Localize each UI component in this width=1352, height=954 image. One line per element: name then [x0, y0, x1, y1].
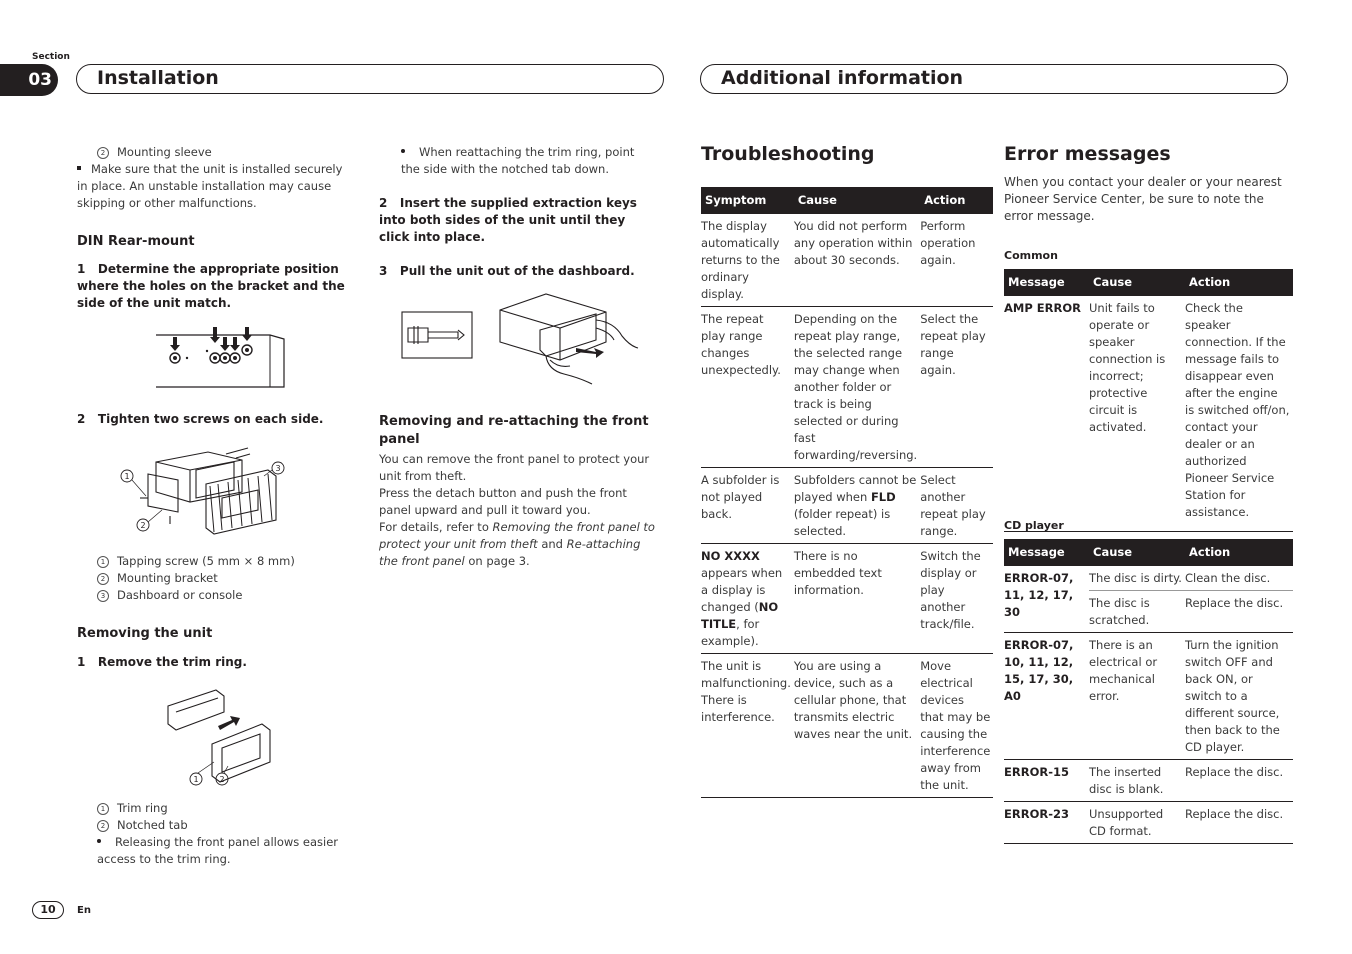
column-header: Cause — [794, 187, 920, 214]
action-cell: Replace the disc. — [1185, 802, 1293, 844]
table-row — [701, 214, 993, 307]
table-row — [701, 544, 993, 654]
column-header: Cause — [1089, 269, 1185, 296]
svg-text:2: 2 — [140, 521, 146, 530]
din-step-1: 1 Determine the appropriate position where the holes on the bracket and the side of the unit match. — [77, 262, 345, 310]
callout-2-icon: 2 — [97, 573, 109, 585]
symptom-cell: The unit is malfunctioning. There is interference. — [701, 654, 794, 798]
table-row — [701, 307, 993, 468]
cause-cell: You are using a device, such as a cellular phone, that transmits electric waves near the unit. — [794, 654, 920, 798]
column-header: Message — [1004, 539, 1089, 566]
ref-reattach-panel-link: Re-attaching the front panel — [379, 537, 641, 568]
remove-step-1: 1 Remove the trim ring. — [77, 655, 247, 669]
trim-ring-illustration — [162, 684, 278, 788]
page-number: 10 — [32, 901, 64, 919]
action-cell: Clean the disc. — [1185, 566, 1293, 591]
callout-3-icon: 3 — [97, 590, 109, 602]
troubleshooting-heading: Troubleshooting — [701, 143, 875, 165]
column-header: Action — [1185, 269, 1293, 296]
cause-cell: You did not perform any operation within about 30 seconds. — [794, 214, 920, 307]
cause-cell: Depending on the repeat play range, the selected range may change when another folder or track is being selected or during fast forwarding/reversing. — [794, 307, 920, 468]
bracket-holes-illustration — [152, 325, 288, 390]
column-header: Action — [920, 187, 993, 214]
callout-2-icon: 2 — [97, 147, 109, 159]
additional-info-banner — [700, 64, 1288, 94]
front-panel-para-2: Press the detach button and push the front panel upward and pull it toward you. — [379, 486, 627, 517]
release-panel-note: Releasing the front panel allows easier access to the trim ring. — [97, 835, 339, 866]
error-messages-heading: Error messages — [1004, 143, 1171, 165]
message-cell: AMP ERROR — [1004, 296, 1089, 532]
callout-1-icon: 1 — [97, 803, 109, 815]
legend-item: 2 Notched tab — [97, 817, 357, 834]
mounting-sleeve-item: 2 Mounting sleeve — [97, 144, 357, 161]
installation-banner — [76, 64, 664, 94]
table-row — [1004, 802, 1293, 844]
additional-info-title: Additional information — [721, 67, 964, 89]
legend-trim-list — [97, 800, 357, 834]
extract-step-2: 2 Insert the supplied extraction keys into both sides of the unit until they click into place. — [379, 196, 637, 244]
pull-unit-illustration — [400, 290, 646, 388]
svg-text:1: 1 — [193, 775, 199, 784]
common-label: Common — [1004, 249, 1058, 262]
legend-item: 1 Tapping screw (5 mm × 8 mm) — [97, 553, 357, 570]
symptom-cell: The display automatically returns to the ordinary display. — [701, 214, 794, 307]
section-number-tab: 03 — [0, 64, 58, 96]
table-row — [1004, 633, 1293, 760]
symptom-cell: A subfolder is not played back. — [701, 468, 794, 544]
action-cell: Replace the disc. — [1185, 591, 1293, 633]
table-row — [1004, 760, 1293, 802]
square-bullet-icon — [77, 166, 81, 170]
action-cell: Select another repeat play range. — [920, 468, 993, 544]
cause-cell: There is no embedded text information. — [794, 544, 920, 654]
table-row — [1004, 296, 1293, 532]
error-messages-intro: When you contact your dealer or your nearest Pioneer Service Center, be sure to note the error message. — [1004, 175, 1282, 223]
cause-cell: The disc is scratched. — [1089, 591, 1185, 633]
legend-item: 1 Trim ring — [97, 800, 357, 817]
column-header: Symptom — [701, 187, 794, 214]
message-cell: ERROR-23 — [1004, 802, 1089, 844]
svg-text:3: 3 — [275, 464, 281, 473]
column-header: Message — [1004, 269, 1089, 296]
message-cell: ERROR-15 — [1004, 760, 1089, 802]
svg-text:1: 1 — [124, 472, 130, 481]
svg-text:2: 2 — [219, 775, 225, 784]
cause-cell: Unsupported CD format. — [1089, 802, 1185, 844]
action-cell: Check the speaker connection. If the message fails to disappear even after the engine is switched off/on, contact your dealer or an authorized Pioneer Service Station for assistance. — [1185, 296, 1293, 532]
action-cell: Move electrical devices that may be causing the interference away from the unit. — [920, 654, 993, 798]
din-step-2: 2 Tighten two screws on each side. — [77, 412, 324, 426]
action-cell: Perform operation again. — [920, 214, 993, 307]
cause-cell: There is an electrical or mechanical error. — [1089, 633, 1185, 760]
action-cell: Switch the display or play another track/file. — [920, 544, 993, 654]
front-panel-para-3: For details, refer to Removing the front panel to protect your unit from theft and Re-attaching the front panel on page 3. — [379, 520, 655, 568]
cause-cell: Subfolders cannot be played when FLD (folder repeat) is selected. — [794, 468, 920, 544]
installation-title: Installation — [97, 67, 219, 89]
table-row — [701, 468, 993, 544]
table-header-row — [1004, 539, 1293, 566]
legend-item: 2 Mounting bracket — [97, 570, 357, 587]
table-row — [1004, 566, 1293, 591]
symptom-cell: NO XXXX appears when a display is changed (NO TITLE, for example). — [701, 544, 794, 654]
removing-unit-heading: Removing the unit — [77, 626, 213, 641]
cd-player-label: CD player — [1004, 519, 1064, 532]
reattach-note: When reattaching the trim ring, point the side with the notched tab down. — [401, 145, 635, 176]
action-cell: Replace the disc. — [1185, 760, 1293, 802]
callout-1-icon: 1 — [97, 556, 109, 568]
cause-cell: Unit fails to operate or speaker connection is incorrect; protective circuit is activated. — [1089, 296, 1185, 532]
column-header: Action — [1185, 539, 1293, 566]
ref-remove-panel-link: Removing the front panel to protect your unit from theft — [379, 520, 655, 551]
callout-2-icon: 2 — [97, 820, 109, 832]
table-row — [701, 654, 993, 798]
section-label: Section — [32, 52, 70, 62]
table-header-row — [701, 187, 993, 214]
symptom-cell: The repeat play range changes unexpectedly. — [701, 307, 794, 468]
cause-cell: The inserted disc is blank. — [1089, 760, 1185, 802]
troubleshooting-table — [701, 187, 993, 798]
din-rear-mount-heading: DIN Rear-mount — [77, 234, 195, 249]
front-panel-heading: Removing and re-attaching the front panel — [379, 414, 649, 447]
extract-step-3: 3 Pull the unit out of the dashboard. — [379, 264, 635, 278]
column-header: Cause — [1089, 539, 1185, 566]
front-panel-body — [379, 451, 661, 570]
legend-item: 3 Dashboard or console — [97, 587, 357, 604]
round-bullet-icon — [401, 149, 405, 153]
legend-screw-list — [97, 553, 357, 604]
action-cell: Turn the ignition switch OFF and back ON, or switch to a different source, then back to the CD player. — [1185, 633, 1293, 760]
message-cell: ERROR-07, 10, 11, 12, 15, 17, 30, A0 — [1004, 633, 1089, 760]
cause-cell: The disc is dirty. — [1089, 566, 1185, 591]
table-header-row — [1004, 269, 1293, 296]
message-cell: ERROR-07, 11, 12, 17, 30 — [1004, 566, 1089, 633]
language-label: En — [77, 905, 91, 916]
action-cell: Select the repeat play range again. — [920, 307, 993, 468]
cd-errors-table — [1004, 539, 1293, 844]
secure-install-note: Make sure that the unit is installed securely in place. An unstable installation may cause skipping or other malfunctions. — [77, 162, 343, 210]
common-errors-table — [1004, 269, 1293, 532]
front-panel-para-1: You can remove the front panel to protect your unit from theft. — [379, 452, 650, 483]
screw-mounting-illustration — [118, 440, 290, 536]
round-bullet-icon — [97, 839, 101, 843]
